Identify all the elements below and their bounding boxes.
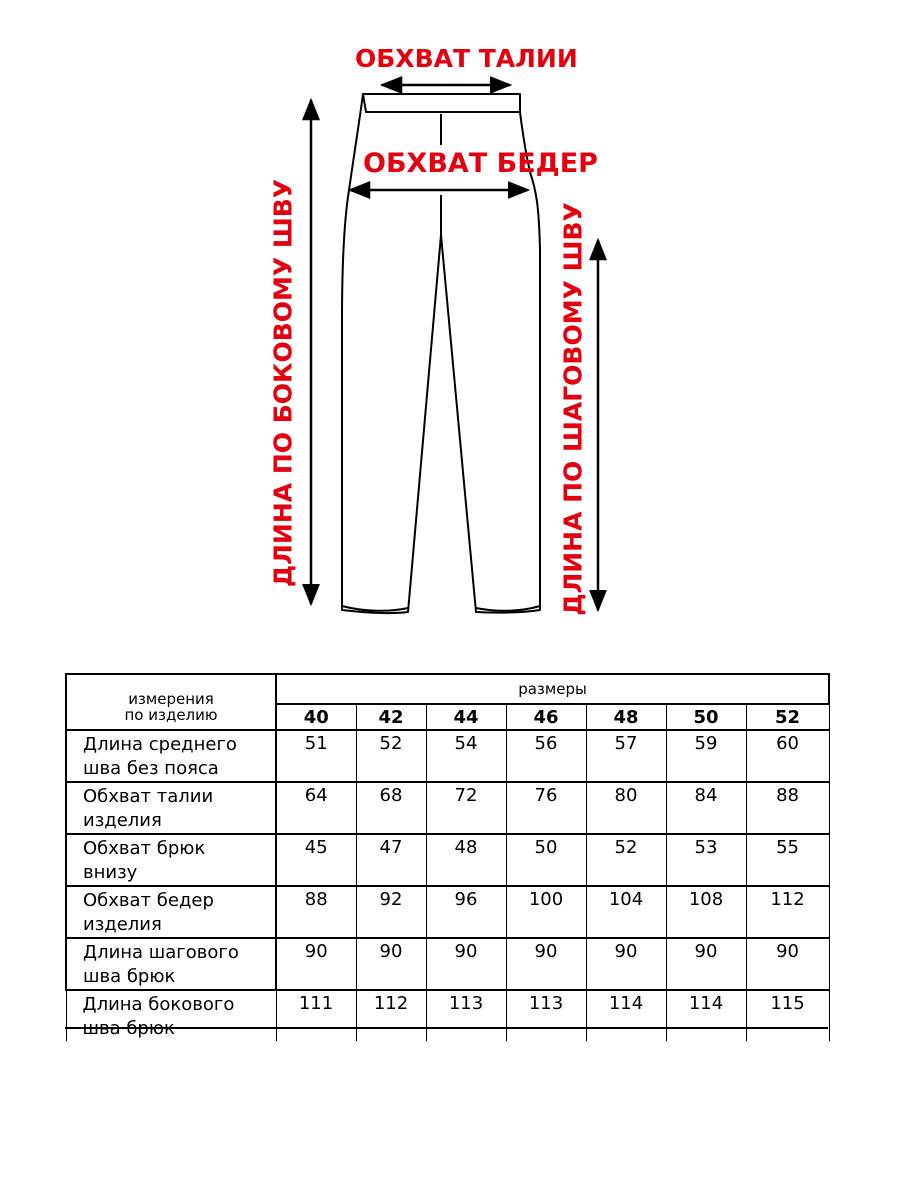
table-cell: 47 — [356, 834, 426, 886]
table-cell: 48 — [426, 834, 506, 886]
table-cell: 90 — [276, 938, 356, 990]
size-header: 50 — [666, 704, 746, 730]
row-label-line1: Длина бокового — [82, 994, 235, 1015]
row-label-line2: шва брюк — [82, 1018, 175, 1039]
table-cell: 114 — [666, 990, 746, 1041]
table-row — [66, 782, 829, 834]
table-cell: 60 — [746, 730, 829, 782]
size-header: 42 — [356, 704, 426, 730]
row-label — [66, 938, 276, 990]
table-cell: 90 — [506, 938, 586, 990]
table-cell: 51 — [276, 730, 356, 782]
table-cell: 52 — [586, 834, 666, 886]
size-header: 46 — [506, 704, 586, 730]
inseam-label: ДЛИНА ПО ШАГОВОМУ ШВУ — [558, 202, 588, 616]
table-cell: 53 — [666, 834, 746, 886]
table-cell: 90 — [746, 938, 829, 990]
row-label-line1: Длина шагового — [83, 942, 239, 963]
row-label-line1: Обхват брюк — [83, 838, 206, 859]
table-row — [66, 938, 829, 990]
table-cell: 55 — [746, 834, 829, 886]
table-cell: 72 — [426, 782, 506, 834]
table-cell: 68 — [356, 782, 426, 834]
row-label — [66, 990, 276, 1041]
table-cell: 76 — [506, 782, 586, 834]
table-cell: 64 — [276, 782, 356, 834]
table-cell: 115 — [746, 990, 829, 1041]
sizes-header: размеры — [276, 674, 829, 704]
table-cell: 80 — [586, 782, 666, 834]
side-seam-label: ДЛИНА ПО БОКОВОМУ ШВУ — [268, 178, 298, 588]
table-row — [66, 886, 829, 938]
waist-label: ОБХВАТ ТАЛИИ — [355, 44, 578, 73]
row-label — [66, 834, 276, 886]
table-cell: 100 — [506, 886, 586, 938]
size-header: 48 — [586, 704, 666, 730]
row-label — [66, 730, 276, 782]
table-row — [66, 834, 829, 886]
table-cell: 111 — [276, 990, 356, 1041]
table-cell: 104 — [586, 886, 666, 938]
table-row — [66, 990, 829, 1041]
right-hem — [476, 606, 540, 611]
size-table — [65, 673, 830, 1041]
table-cell: 90 — [426, 938, 506, 990]
table-cell: 90 — [666, 938, 746, 990]
row-label-line1: Обхват талии — [83, 786, 214, 807]
measurements-header-line2: по изделию — [124, 706, 218, 724]
table-bottom-border — [65, 1027, 828, 1029]
row-label — [66, 782, 276, 834]
table-cell: 88 — [746, 782, 829, 834]
table-cell: 112 — [356, 990, 426, 1041]
table-cell: 59 — [666, 730, 746, 782]
hip-label: ОБХВАТ БЕДЕР — [363, 148, 598, 179]
table-cell: 52 — [356, 730, 426, 782]
table-cell: 45 — [276, 834, 356, 886]
table-cell: 90 — [586, 938, 666, 990]
table-cell: 92 — [356, 886, 426, 938]
row-label-line2: шва без пояса — [83, 758, 219, 779]
table-row — [66, 730, 829, 782]
table-cell: 57 — [586, 730, 666, 782]
row-label — [66, 886, 276, 938]
size-header: 40 — [276, 704, 356, 730]
measurements-header — [66, 674, 276, 730]
table-cell: 50 — [506, 834, 586, 886]
table-cell: 96 — [426, 886, 506, 938]
table-cell: 112 — [746, 886, 829, 938]
table-cell: 90 — [356, 938, 426, 990]
row-label-line1: Обхват бедер — [83, 890, 214, 911]
table-cell: 84 — [666, 782, 746, 834]
row-label-line2: изделия — [83, 810, 162, 831]
row-label-line1: Длина среднего — [83, 734, 237, 755]
table-cell: 88 — [276, 886, 356, 938]
table-cell: 113 — [426, 990, 506, 1041]
waistband-outline — [363, 94, 520, 112]
row-label-line2: шва брюк — [83, 966, 176, 987]
size-header: 44 — [426, 704, 506, 730]
table-cell: 113 — [506, 990, 586, 1041]
table-cell: 108 — [666, 886, 746, 938]
table-cell: 56 — [506, 730, 586, 782]
size-header: 52 — [746, 704, 829, 730]
row-label-line2: изделия — [83, 914, 162, 935]
table-cell: 54 — [426, 730, 506, 782]
measurements-header-line1: измерения — [128, 690, 214, 708]
table-cell: 114 — [586, 990, 666, 1041]
row-label-line2: внизу — [83, 862, 138, 883]
